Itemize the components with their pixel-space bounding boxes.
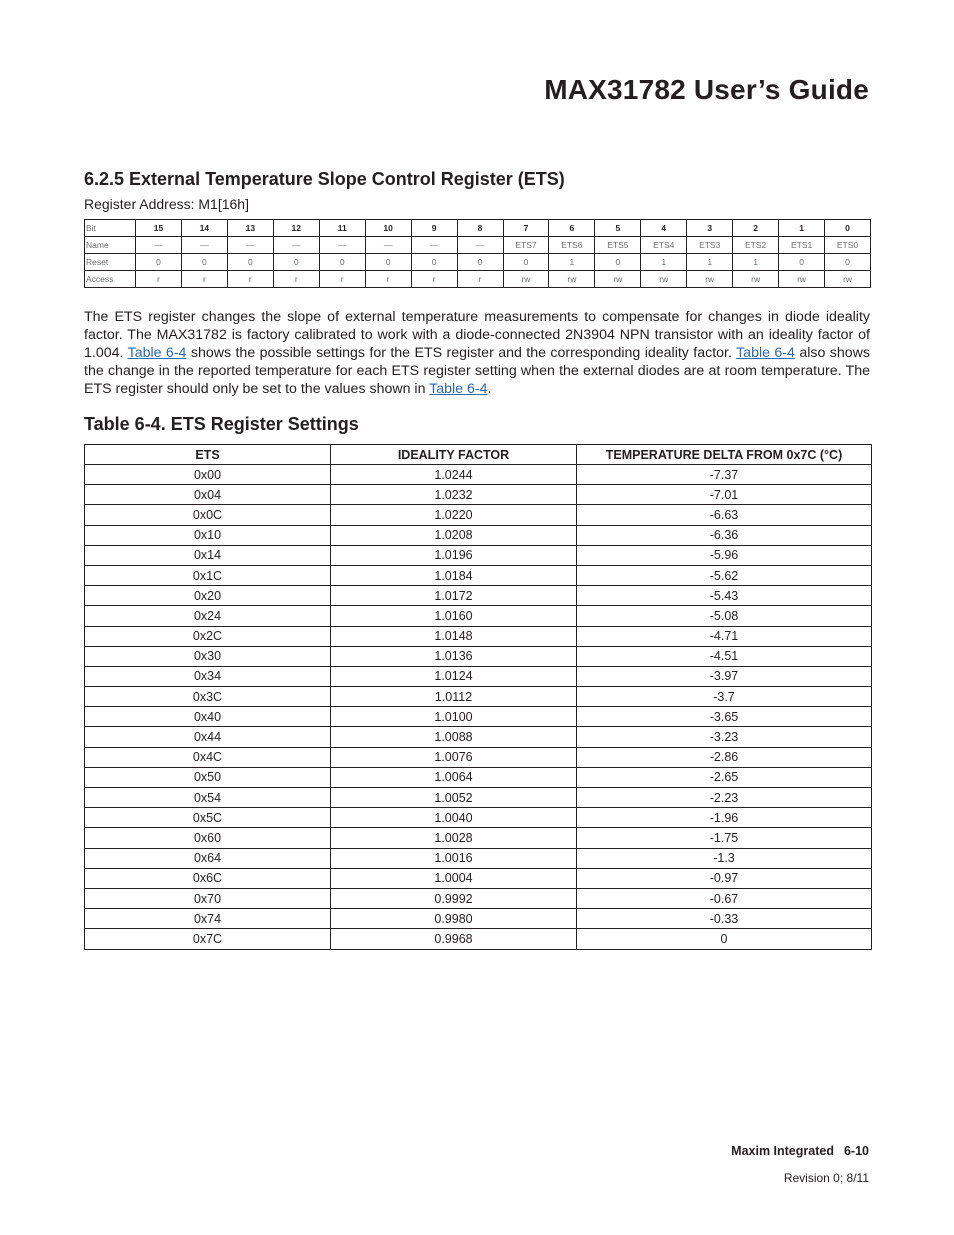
page-number: 6-10 xyxy=(843,1144,869,1158)
register-cell: — xyxy=(365,237,411,254)
paragraph-text: also shows the change in the reported temperature for each ETS register setting when the external diodes are at room temperature. The ETS register should only be set to the values shown in xyxy=(84,345,870,397)
ideality-factor-value: 1.0220 xyxy=(331,505,577,525)
register-cell: 13 xyxy=(227,220,273,237)
table-row xyxy=(85,565,872,585)
ideality-factor-value: 1.0088 xyxy=(331,727,577,747)
table-title: Table 6-4. ETS Register Settings xyxy=(84,414,359,434)
register-cell: r xyxy=(273,271,319,288)
header-temperature-delta: TEMPERATURE DELTA FROM 0x7C (°C) xyxy=(577,445,872,465)
ets-value: 0x0C xyxy=(85,505,331,525)
register-cell: ETS4 xyxy=(641,237,687,254)
ets-value: 0x4C xyxy=(85,747,331,767)
footer-company xyxy=(731,1144,869,1158)
register-cell: 0 xyxy=(779,254,825,271)
register-cell: rw xyxy=(595,271,641,288)
temperature-delta-value: -1.96 xyxy=(577,808,872,828)
table-6-4-link[interactable]: Table 6-4 xyxy=(736,345,795,361)
register-cell: 8 xyxy=(457,220,503,237)
register-cell: rw xyxy=(687,271,733,288)
ideality-factor-value: 1.0028 xyxy=(331,828,577,848)
temperature-delta-value: -6.63 xyxy=(577,505,872,525)
register-cell: 5 xyxy=(595,220,641,237)
paragraph-text: The ETS register changes the slope of external temperature measurements to compensate for changes in diode ideality factor. The MAX31782 is factory calibrated to work with a diode-connected 2N3904 NPN transistor with an ideality factor of 1.004. xyxy=(84,309,870,361)
table-row xyxy=(85,485,872,505)
register-cell: 1 xyxy=(733,254,779,271)
ideality-factor-value: 0.9968 xyxy=(331,929,577,949)
table-row xyxy=(85,909,872,929)
ideality-factor-value: 1.0112 xyxy=(331,687,577,707)
ets-value: 0x34 xyxy=(85,666,331,686)
table-row xyxy=(85,465,872,485)
table-row xyxy=(85,606,872,626)
ets-value: 0x1C xyxy=(85,565,331,585)
register-cell: 1 xyxy=(549,254,595,271)
table-row xyxy=(85,545,872,565)
table-row xyxy=(85,848,872,868)
register-cell: — xyxy=(457,237,503,254)
temperature-delta-value: -3.7 xyxy=(577,687,872,707)
register-cell: 0 xyxy=(503,254,549,271)
ets-value: 0x14 xyxy=(85,545,331,565)
register-cell: ETS2 xyxy=(733,237,779,254)
ets-settings-table xyxy=(84,444,872,950)
ets-value: 0x3C xyxy=(85,687,331,707)
register-cell: r xyxy=(181,271,227,288)
temperature-delta-value: -0.67 xyxy=(577,888,872,908)
register-cell: 6 xyxy=(549,220,595,237)
register-cell: 0 xyxy=(457,254,503,271)
temperature-delta-value: -3.23 xyxy=(577,727,872,747)
register-cell: 1 xyxy=(641,254,687,271)
header-ideality-factor: IDEALITY FACTOR xyxy=(331,445,577,465)
register-cell: 0 xyxy=(825,254,871,271)
temperature-delta-value: -0.33 xyxy=(577,909,872,929)
register-cell: 0 xyxy=(319,254,365,271)
register-row xyxy=(85,220,871,237)
table-row xyxy=(85,788,872,808)
table-row xyxy=(85,808,872,828)
ets-value: 0x40 xyxy=(85,707,331,727)
register-cell: rw xyxy=(503,271,549,288)
register-cell: 0 xyxy=(825,220,871,237)
register-cell: rw xyxy=(641,271,687,288)
register-cell: 0 xyxy=(136,254,182,271)
table-row xyxy=(85,868,872,888)
ideality-factor-value: 1.0004 xyxy=(331,868,577,888)
ideality-factor-value: 1.0184 xyxy=(331,565,577,585)
register-cell: — xyxy=(411,237,457,254)
ets-value: 0x7C xyxy=(85,929,331,949)
register-cell: — xyxy=(136,237,182,254)
register-row-label: Access xyxy=(85,271,136,288)
temperature-delta-value: -4.51 xyxy=(577,646,872,666)
temperature-delta-value: -2.23 xyxy=(577,788,872,808)
register-row xyxy=(85,254,871,271)
temperature-delta-value: -6.36 xyxy=(577,525,872,545)
register-cell: r xyxy=(136,271,182,288)
register-row xyxy=(85,237,871,254)
register-cell: 2 xyxy=(733,220,779,237)
register-address: Register Address: M1[16h] xyxy=(84,196,249,212)
register-cell: — xyxy=(227,237,273,254)
register-cell: rw xyxy=(779,271,825,288)
ets-value: 0x50 xyxy=(85,767,331,787)
temperature-delta-value: -3.65 xyxy=(577,707,872,727)
ideality-factor-value: 1.0208 xyxy=(331,525,577,545)
register-cell: r xyxy=(457,271,503,288)
register-cell: 3 xyxy=(687,220,733,237)
register-bit-table xyxy=(84,219,871,288)
register-cell: ETS7 xyxy=(503,237,549,254)
temperature-delta-value: -5.43 xyxy=(577,586,872,606)
ets-value: 0x00 xyxy=(85,465,331,485)
ets-value: 0x74 xyxy=(85,909,331,929)
register-cell: 9 xyxy=(411,220,457,237)
register-cell: 1 xyxy=(687,254,733,271)
temperature-delta-value: -2.86 xyxy=(577,747,872,767)
table-6-4-link[interactable]: Table 6-4 xyxy=(127,345,187,361)
paragraph-text: . xyxy=(487,381,492,397)
table-row xyxy=(85,747,872,767)
temperature-delta-value: -4.71 xyxy=(577,626,872,646)
register-cell: r xyxy=(319,271,365,288)
table-row xyxy=(85,707,872,727)
table-row xyxy=(85,888,872,908)
register-cell: ETS5 xyxy=(595,237,641,254)
ideality-factor-value: 1.0052 xyxy=(331,788,577,808)
ideality-factor-value: 1.0100 xyxy=(331,707,577,727)
company-name: Maxim Integrated xyxy=(731,1144,834,1158)
register-cell: 12 xyxy=(273,220,319,237)
ideality-factor-value: 0.9980 xyxy=(331,909,577,929)
ets-value: 0x10 xyxy=(85,525,331,545)
register-cell: r xyxy=(227,271,273,288)
header-ets: ETS xyxy=(85,445,331,465)
ets-value: 0x44 xyxy=(85,727,331,747)
table-row xyxy=(85,646,872,666)
table-row xyxy=(85,626,872,646)
register-cell: 15 xyxy=(136,220,182,237)
register-cell: ETS3 xyxy=(687,237,733,254)
register-cell: 0 xyxy=(273,254,319,271)
table-6-4-link[interactable]: Table 6-4 xyxy=(429,381,488,397)
table-row xyxy=(85,525,872,545)
ets-value: 0x24 xyxy=(85,606,331,626)
ideality-factor-value: 1.0196 xyxy=(331,545,577,565)
register-cell: r xyxy=(411,271,457,288)
register-cell: 4 xyxy=(641,220,687,237)
temperature-delta-value: -5.96 xyxy=(577,545,872,565)
ets-value: 0x30 xyxy=(85,646,331,666)
table-row xyxy=(85,687,872,707)
document-title: MAX31782 User’s Guide xyxy=(544,74,869,105)
ets-value: 0x20 xyxy=(85,586,331,606)
ets-value: 0x5C xyxy=(85,808,331,828)
register-row-label: Name xyxy=(85,237,136,254)
table-row xyxy=(85,828,872,848)
register-cell: — xyxy=(181,237,227,254)
register-cell: 0 xyxy=(411,254,457,271)
table-header-row xyxy=(85,445,872,465)
ideality-factor-value: 1.0244 xyxy=(331,465,577,485)
table-row xyxy=(85,586,872,606)
register-row xyxy=(85,271,871,288)
ets-value: 0x54 xyxy=(85,788,331,808)
register-cell: ETS0 xyxy=(825,237,871,254)
register-cell: 0 xyxy=(365,254,411,271)
table-row xyxy=(85,929,872,949)
register-cell: 11 xyxy=(319,220,365,237)
temperature-delta-value: -1.3 xyxy=(577,848,872,868)
register-cell: 10 xyxy=(365,220,411,237)
ets-value: 0x04 xyxy=(85,485,331,505)
ideality-factor-value: 1.0136 xyxy=(331,646,577,666)
table-row xyxy=(85,666,872,686)
register-cell: — xyxy=(319,237,365,254)
ets-value: 0x70 xyxy=(85,888,331,908)
temperature-delta-value: -3.97 xyxy=(577,666,872,686)
temperature-delta-value: -1.75 xyxy=(577,828,872,848)
description-paragraph xyxy=(84,308,870,398)
register-cell: 1 xyxy=(779,220,825,237)
temperature-delta-value: -5.62 xyxy=(577,565,872,585)
table-row xyxy=(85,767,872,787)
ets-value: 0x64 xyxy=(85,848,331,868)
register-cell: 7 xyxy=(503,220,549,237)
temperature-delta-value: -5.08 xyxy=(577,606,872,626)
ideality-factor-value: 1.0076 xyxy=(331,747,577,767)
register-cell: 0 xyxy=(227,254,273,271)
register-cell: 14 xyxy=(181,220,227,237)
register-cell: ETS6 xyxy=(549,237,595,254)
register-cell: ETS1 xyxy=(779,237,825,254)
ideality-factor-value: 1.0160 xyxy=(331,606,577,626)
ideality-factor-value: 1.0172 xyxy=(331,586,577,606)
register-cell: rw xyxy=(825,271,871,288)
ideality-factor-value: 1.0040 xyxy=(331,808,577,828)
temperature-delta-value: -7.37 xyxy=(577,465,872,485)
ets-value: 0x2C xyxy=(85,626,331,646)
temperature-delta-value: -0.97 xyxy=(577,868,872,888)
register-row-label: Reset xyxy=(85,254,136,271)
register-cell: rw xyxy=(733,271,779,288)
ideality-factor-value: 1.0232 xyxy=(331,485,577,505)
footer-revision: Revision 0; 8/11 xyxy=(783,1171,869,1185)
register-cell: 0 xyxy=(595,254,641,271)
temperature-delta-value: -7.01 xyxy=(577,485,872,505)
ideality-factor-value: 0.9992 xyxy=(331,888,577,908)
section-heading: 6.2.5 External Temperature Slope Control Register (ETS) xyxy=(84,169,565,189)
register-cell: r xyxy=(365,271,411,288)
register-cell: 0 xyxy=(181,254,227,271)
register-cell: — xyxy=(273,237,319,254)
register-row-label: Bit xyxy=(85,220,136,237)
ideality-factor-value: 1.0016 xyxy=(331,848,577,868)
ideality-factor-value: 1.0064 xyxy=(331,767,577,787)
paragraph-text: shows the possible settings for the ETS register and the corresponding ideality factor. xyxy=(186,345,737,361)
temperature-delta-value: 0 xyxy=(577,929,872,949)
ideality-factor-value: 1.0148 xyxy=(331,626,577,646)
ideality-factor-value: 1.0124 xyxy=(331,666,577,686)
table-row xyxy=(85,505,872,525)
ets-value: 0x60 xyxy=(85,828,331,848)
ets-value: 0x6C xyxy=(85,868,331,888)
temperature-delta-value: -2.65 xyxy=(577,767,872,787)
table-row xyxy=(85,727,872,747)
register-cell: rw xyxy=(549,271,595,288)
